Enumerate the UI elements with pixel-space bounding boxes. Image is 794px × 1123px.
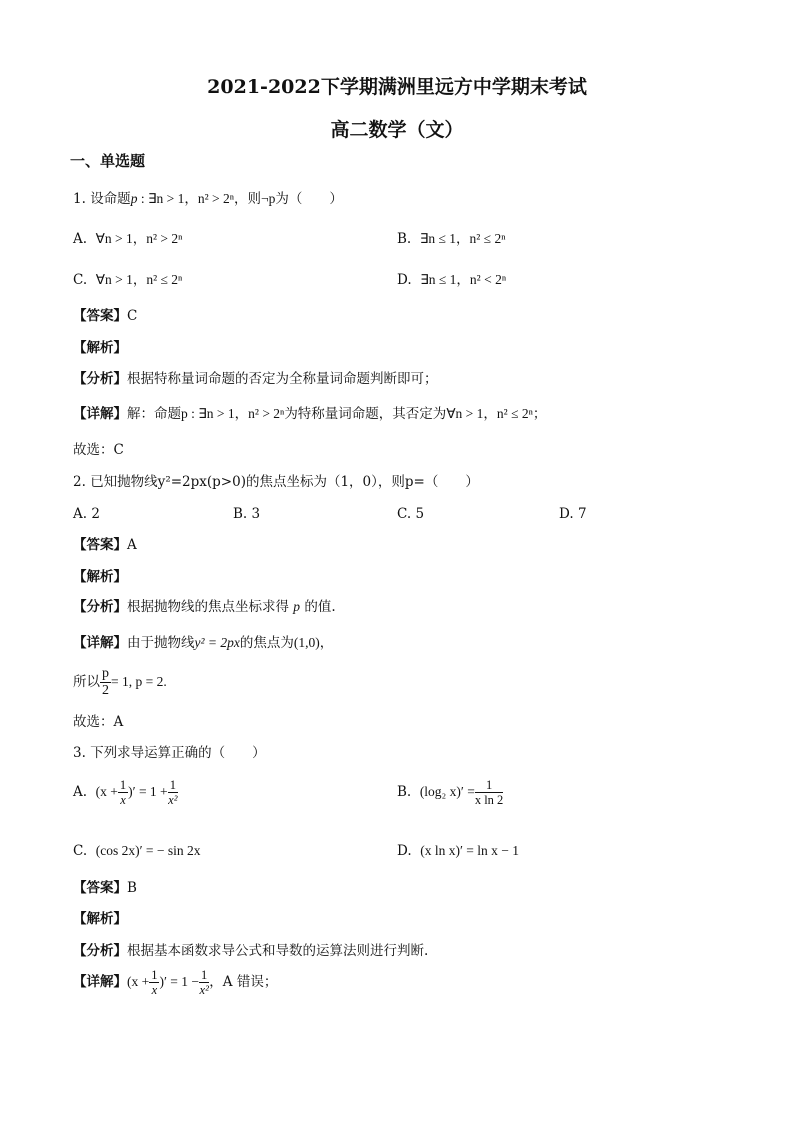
q3-option-d: D. (x ln x)′ = ln x − 1 — [397, 843, 520, 859]
q2-guxuan: 故选：A — [73, 714, 124, 730]
question-2-stem: 2. 已知抛物线y²=2px(p>0)的焦点坐标为（1，0），则p=（ ） — [73, 474, 479, 490]
one-over-x-fraction: $\frac{1}{x}$ — [119, 778, 127, 807]
question-1-stem: 1. 设命题p : ∃n > 1，n² > 2ⁿ，则¬p为（ ） — [73, 191, 343, 207]
q1-option-a: A. ∀n > 1，n² > 2ⁿ — [73, 231, 183, 247]
exam-subtitle: 高二数学（文） — [330, 119, 464, 141]
q2-analysis-label: 【解析】 — [73, 569, 127, 585]
q1-answer: 【答案】C — [73, 308, 138, 324]
q2-option-d: D. 7 — [559, 506, 587, 522]
q1-option-d: D. ∃n ≤ 1，n² < 2ⁿ — [397, 272, 507, 288]
one-over-x-fraction: $\frac{1}{x}$ — [151, 968, 158, 997]
one-over-x-squared-fraction: $\frac{1}{\text{x²}}$ — [199, 968, 209, 997]
q3-fenxi: 【分析】根据基本函数求导公式和导数的运算法则进行判断. — [73, 943, 429, 959]
q1-option-b: B. ∃n ≤ 1，n² ≤ 2ⁿ — [397, 231, 506, 247]
q3-analysis-label: 【解析】 — [73, 911, 127, 927]
q2-option-a: A. 2 — [73, 506, 100, 522]
q2-answer: 【答案】A — [73, 537, 137, 553]
q2-fenxi: 【分析】根据抛物线的焦点坐标求得 p 的值. — [73, 599, 336, 615]
q3-xiangjie: 【详解】(x + $\frac{1}{x}$ )′ = 1 − $\frac{1}{\text{x²}}$ ，A 错误； — [73, 968, 278, 997]
q1-option-c: C. ∀n > 1，n² ≤ 2ⁿ — [73, 272, 183, 288]
q2-suoyi: 所以 $\frac{p}{2}$ = 1, p = 2. — [73, 666, 167, 698]
q2-option-b: B. 3 — [233, 506, 261, 522]
q1-guxuan: 故选：C — [73, 442, 124, 458]
q1-fenxi: 【分析】根据特称量词命题的否定为全称量词命题判断即可； — [73, 371, 438, 387]
one-over-x-squared-fraction: $\frac{1}{\text{x²}}$ — [168, 778, 178, 807]
q2-option-c: C. 5 — [397, 506, 425, 522]
q2-xiangjie: 【详解】由于抛物线y² = 2px的焦点为(1,0)， — [73, 635, 334, 651]
q3-option-a: A. (x + $\frac{1}{x}$ )′ = 1 + $\frac{1}{\text{x²}}$ — [73, 778, 178, 807]
one-over-xln2-fraction: $\frac{1}{\text{x ln 2}}$ — [474, 778, 504, 807]
q3-option-b: B. (log₂ x)′ = $\frac{1}{\text{x ln 2}}$ — [397, 778, 504, 807]
p-over-2-fraction: $\frac{p}{2}$ — [102, 666, 109, 698]
q3-option-c: C. (cos 2x)′ = − sin 2x — [73, 843, 201, 859]
question-3-stem: 3. 下列求导运算正确的（ ） — [73, 745, 266, 761]
exam-title: 2021-2022下学期满洲里远方中学期末考试 — [207, 76, 587, 98]
section-heading: 一、单选题 — [70, 152, 146, 170]
q1-analysis-label: 【解析】 — [73, 340, 127, 356]
q3-answer: 【答案】B — [73, 880, 137, 896]
q1-xiangjie: 【详解】解：命题p : ∃n > 1，n² > 2ⁿ为特称量词命题，其否定为∀n > 1，n² ≤ 2ⁿ； — [73, 406, 547, 422]
